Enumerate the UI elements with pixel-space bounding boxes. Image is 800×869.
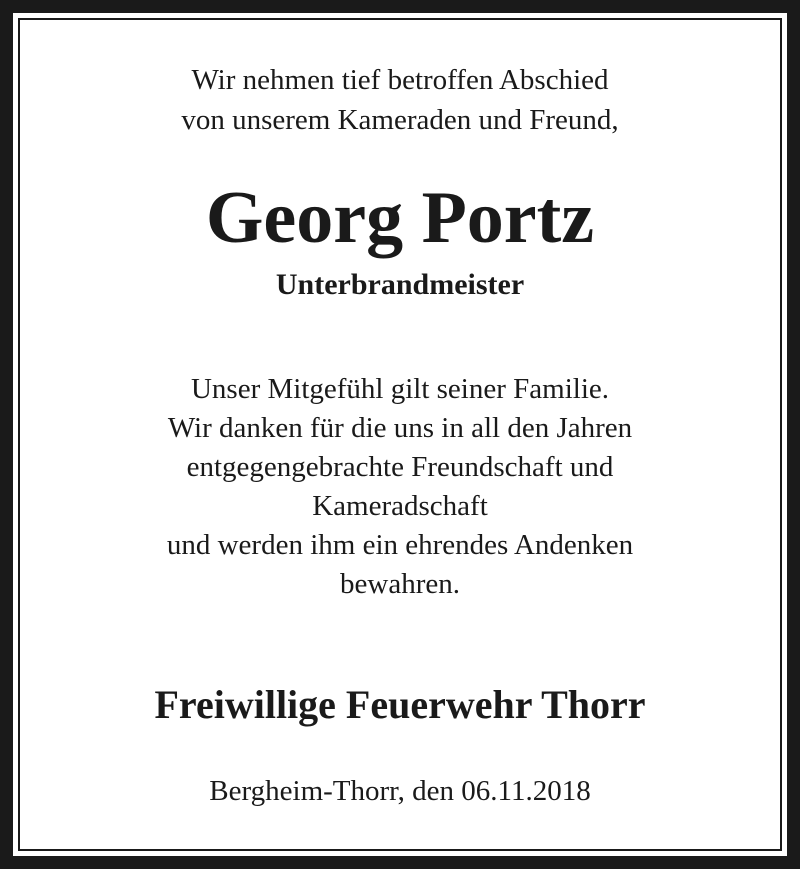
intro-text [0, 60, 800, 140]
message-line: und werden ihm ein ehrendes Andenken [166, 529, 634, 561]
intro-line: von unserem Kameraden und Freund, [181, 104, 619, 136]
intro-line: Wir nehmen tief betroffen Abschied [191, 64, 609, 96]
message-line: Kameradschaft [312, 490, 488, 522]
message-line: bewahren. [340, 568, 460, 600]
place-and-date: Bergheim-Thorr, den 06.11.2018 [209, 775, 591, 807]
deceased-name: Georg Portz [205, 177, 595, 259]
message-line: Unser Mitgefühl gilt seiner Familie. [190, 373, 609, 405]
condolence-message [0, 370, 800, 604]
message-line: Wir danken für die uns in all den Jahren [167, 412, 633, 444]
sender-organization: Freiwillige Feuerwehr Thorr [154, 682, 646, 727]
deceased-rank: Unterbrandmeister [275, 268, 525, 301]
message-line: entgegengebrachte Freundschaft und [186, 451, 614, 483]
